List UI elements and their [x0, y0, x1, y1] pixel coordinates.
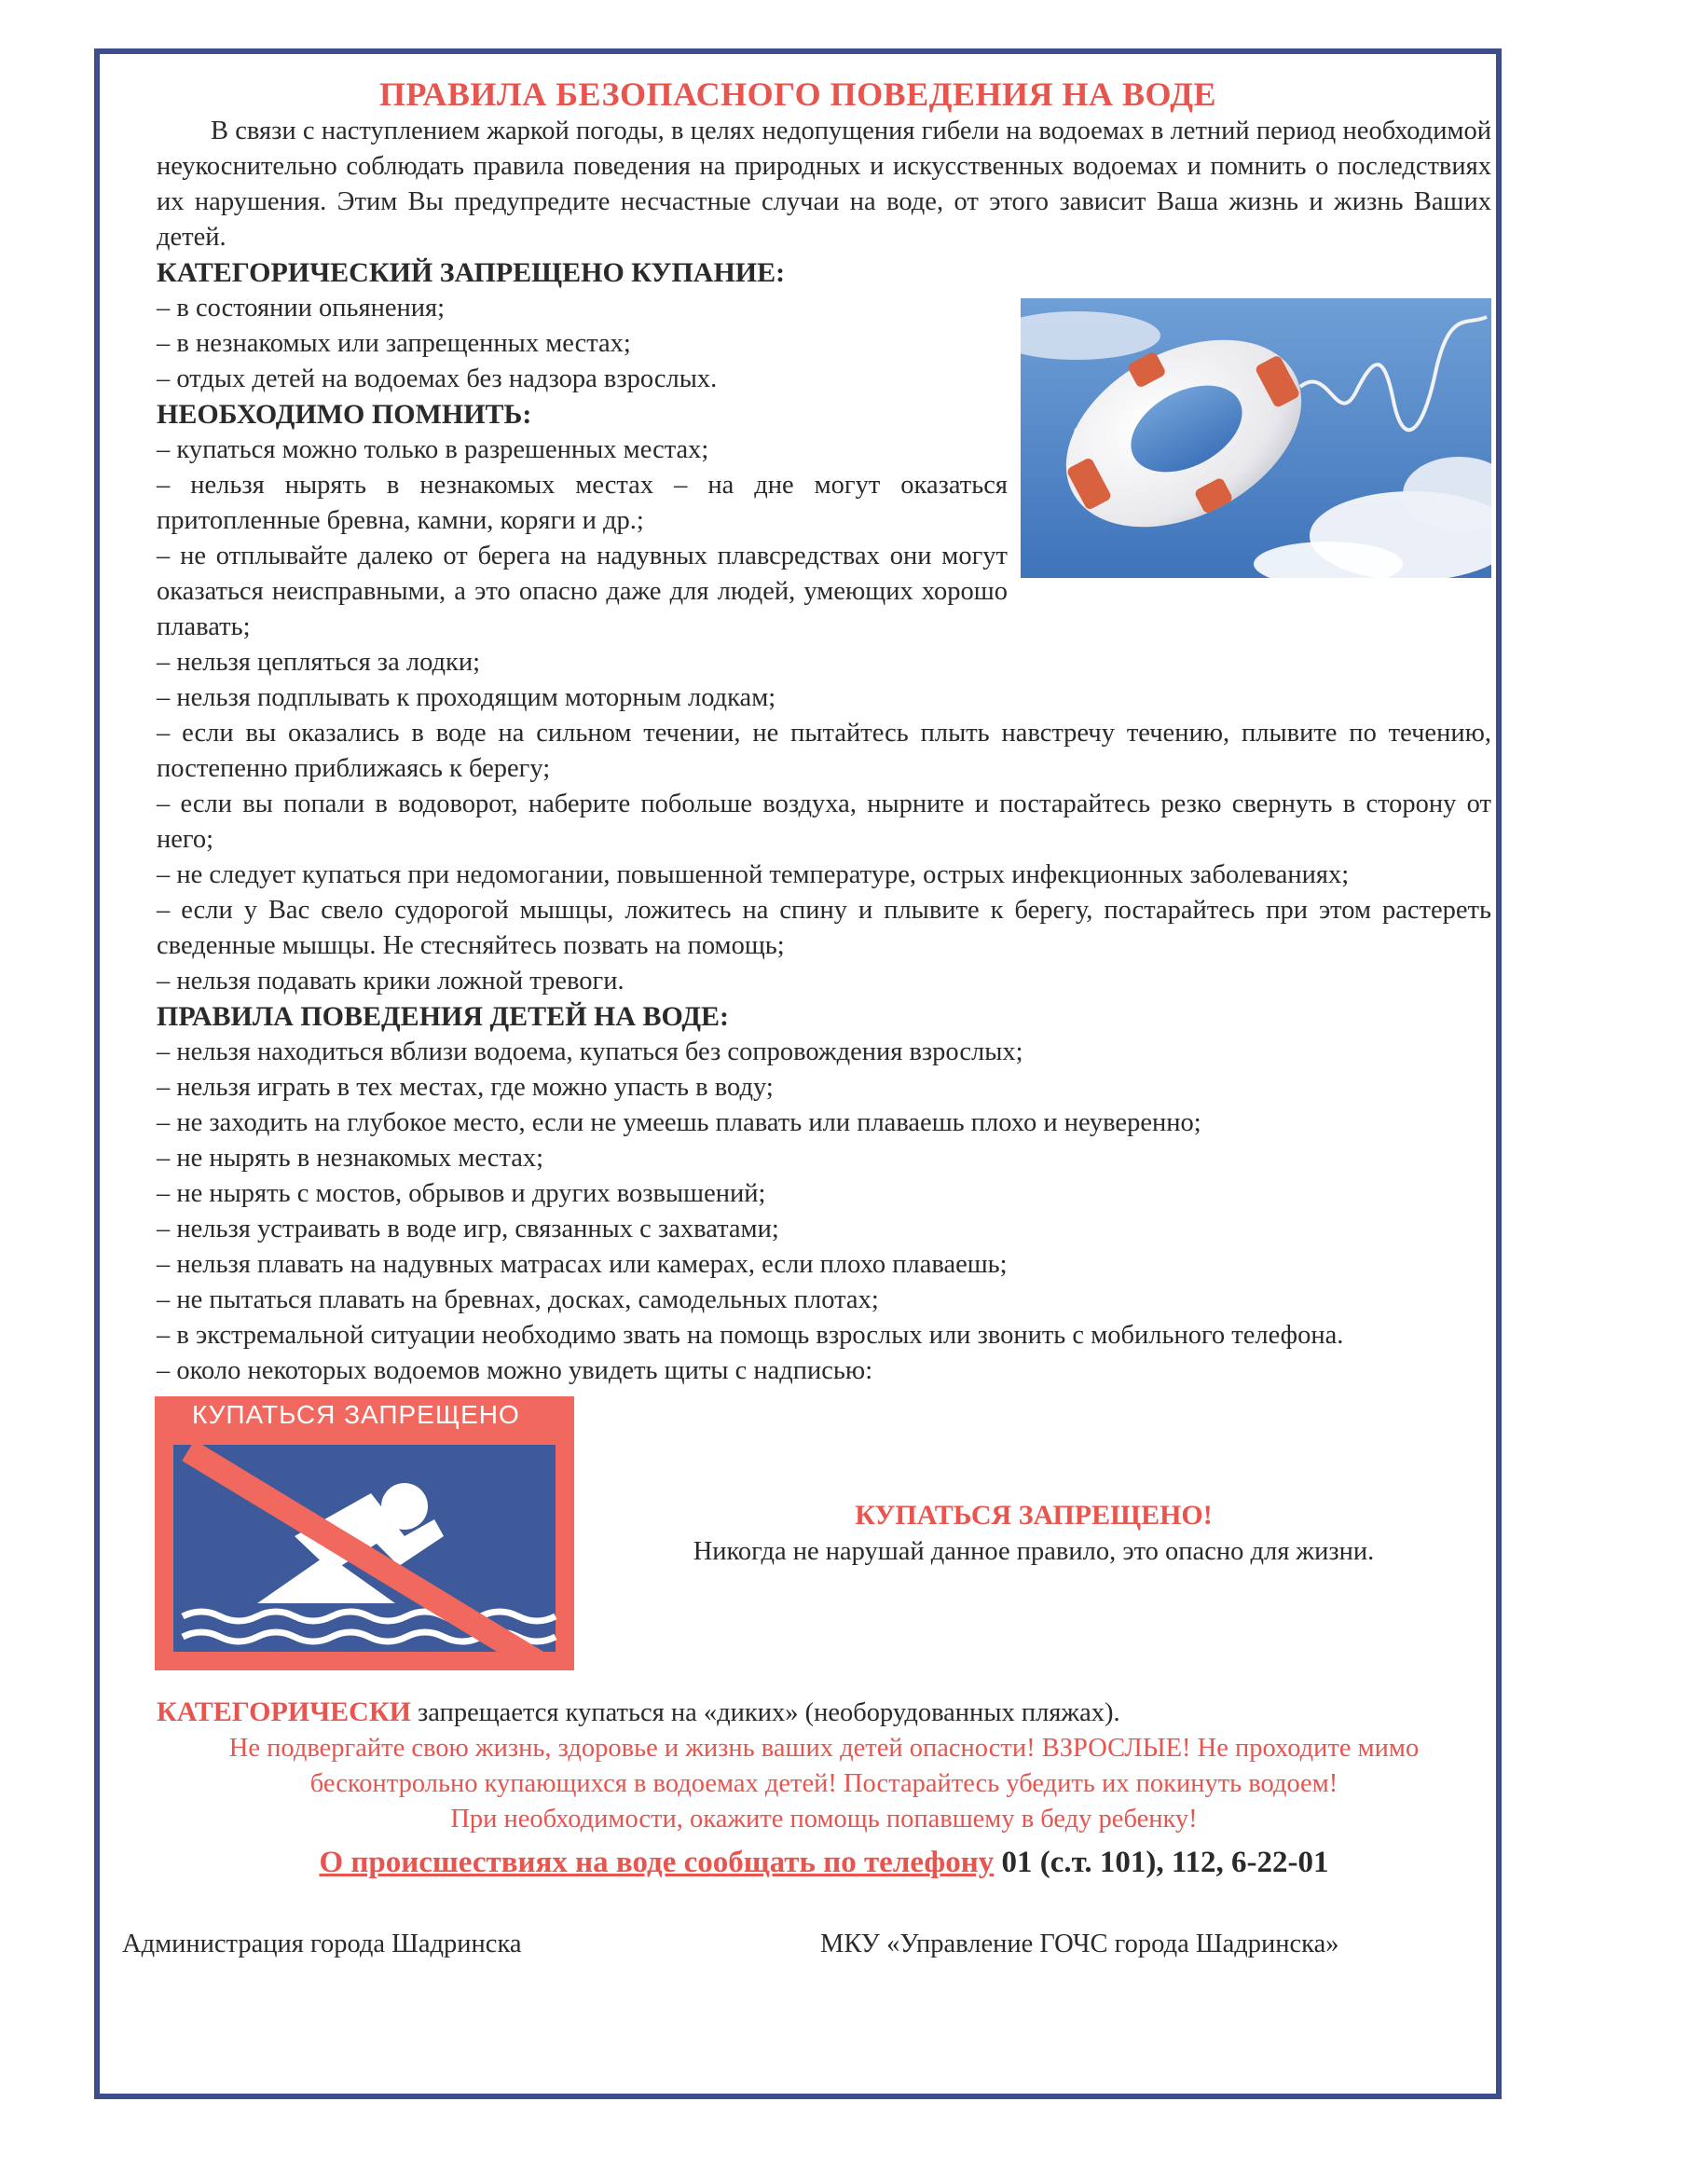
list-item: – нельзя цепляться за лодки;	[157, 648, 481, 677]
list-item: – нельзя устраивать в воде игр, связанных с захватами;	[157, 1215, 779, 1243]
children-list	[157, 1035, 1491, 1389]
list-item: – нельзя играть в тех местах, где можно упасть в воду;	[157, 1073, 774, 1102]
warning-block	[576, 1497, 1491, 1570]
lifebuoy-icon	[1021, 298, 1491, 578]
category-line	[157, 1695, 1491, 1731]
footer-left-signature: Администрация города Шадринска	[122, 1930, 522, 1958]
list-item: – нельзя плавать на надувных матрасах или камерах, если плохо плаваешь;	[157, 1250, 1008, 1279]
section-heading-forbidden: КАТЕГОРИЧЕСКИЙ ЗАПРЕЩЕНО КУПАНИЕ:	[157, 257, 786, 288]
list-item: – если вы попали в водоворот, наберите побольше воздуха, нырните и постарайтесь резко свернуть в сторону от него;	[157, 790, 1491, 854]
list-item: – около некоторых водоемов можно увидеть щиты с надписью:	[157, 1356, 873, 1385]
phone-line	[157, 1843, 1491, 1882]
list-item: – нельзя находиться вблизи водоема, купаться без сопровождения взрослых;	[157, 1037, 1023, 1066]
phone-numbers: 01 (с.т. 101), 112, 6-22-01	[994, 1846, 1329, 1879]
list-item: – нельзя подавать крики ложной тревоги.	[157, 967, 624, 996]
list-item: – не отплывайте далеко от берега на надувных плавсредствах они могут оказаться неисправными, а это опасно даже для людей, умеющих хорошо плавать;	[157, 542, 1008, 641]
list-item: – отдых детей на водоемах без надзора взрослых.	[157, 364, 718, 393]
intro-paragraph: В связи с наступлением жаркой погоды, в целях недопущения гибели на водоемах в летний период необходимой неукоснительно соблюдать правила поведения на природных и искусственных водоемах и помнить о последствиях их нарушения. Этим Вы предупредите несчастные случаи на воде, от этого зависит Ваша жизнь и жизнь Ваших детей.	[157, 117, 1491, 252]
appeal-help-line: При необходимости, окажите помощь попавшему в беду ребенку!	[450, 1805, 1198, 1834]
list-item: – в состоянии опьянения;	[157, 294, 446, 323]
list-item: – если у Вас свело судорогой мышцы, ложитесь на спину и плывите к берегу, постарайтесь при этом растереть сведенные мышцы. Не стесняйтесь позвать на помощь;	[157, 896, 1491, 960]
section-heading-remember: НЕОБХОДИМО ПОМНИТЬ:	[157, 399, 532, 430]
warning-title: КУПАТЬСЯ ЗАПРЕЩЕНО!	[855, 1500, 1213, 1531]
list-item: – нельзя подплывать к проходящим моторным лодкам;	[157, 683, 776, 712]
page-title: ПРАВИЛА БЕЗОПАСНОГО ПОВЕДЕНИЯ НА ВОДЕ	[378, 76, 1216, 113]
list-item: – если вы оказались в воде на сильном течении, не пытайтесь плыть навстречу течению, плывите по течению, постепенно приближаясь к берегу;	[157, 719, 1491, 783]
warning-text: Никогда не нарушай данное правило, это опасно для жизни.	[693, 1537, 1375, 1566]
list-item: – не нырять в незнакомых местах;	[157, 1144, 544, 1173]
list-item: – в экстремальной ситуации необходимо звать на помощь взрослых или звонить с мобильного телефона.	[157, 1321, 1344, 1350]
list-item: – не заходить на глубокое место, если не умеешь плавать или плаваешь плохо и неуверенно;	[157, 1108, 1201, 1137]
list-item: – не следует купаться при недомогании, повышенной температуре, острых инфекционных заболеваниях;	[157, 860, 1350, 889]
no-swimming-sign	[155, 1396, 574, 1670]
category-rest: запрещается купаться на «диких» (необорудованных пляжах).	[410, 1698, 1120, 1727]
list-item: – не пытаться плавать на бревнах, досках, самодельных плотах;	[157, 1285, 879, 1314]
list-item: – в незнакомых или запрещенных местах;	[157, 329, 631, 358]
list-item: – не нырять с мостов, обрывов и других возвышений;	[157, 1179, 766, 1208]
footer-right-signature: МКУ «Управление ГОЧС города Шадринска»	[820, 1930, 1339, 1958]
section-heading-children: ПРАВИЛА ПОВЕДЕНИЯ ДЕТЕЙ НА ВОДЕ:	[157, 1001, 730, 1032]
no-swimming-sign-icon	[155, 1396, 574, 1670]
sign-title-text: КУПАТЬСЯ ЗАПРЕЩЕНО	[192, 1400, 520, 1429]
document-body	[157, 114, 1491, 1882]
category-word: КАТЕГОРИЧЕСКИ	[157, 1696, 411, 1727]
list-item: – нельзя нырять в незнакомых местах – на дне могут оказаться притопленные бревна, камни, коряги и др.;	[157, 471, 1008, 535]
sign-row	[157, 1396, 1491, 1670]
list-item: – купаться можно только в разрешенных местах;	[157, 435, 709, 464]
appeal-paragraph: Не подвергайте свою жизнь, здоровье и жизнь ваших детей опасности! ВЗРОСЛЫЕ! Не проходите мимо бесконтрольно купающихся в водоемах детей! Постарайтесь убедить их покинуть водоем!	[228, 1734, 1420, 1798]
phone-label: О происшествиях на воде сообщать по телефону	[319, 1846, 995, 1879]
